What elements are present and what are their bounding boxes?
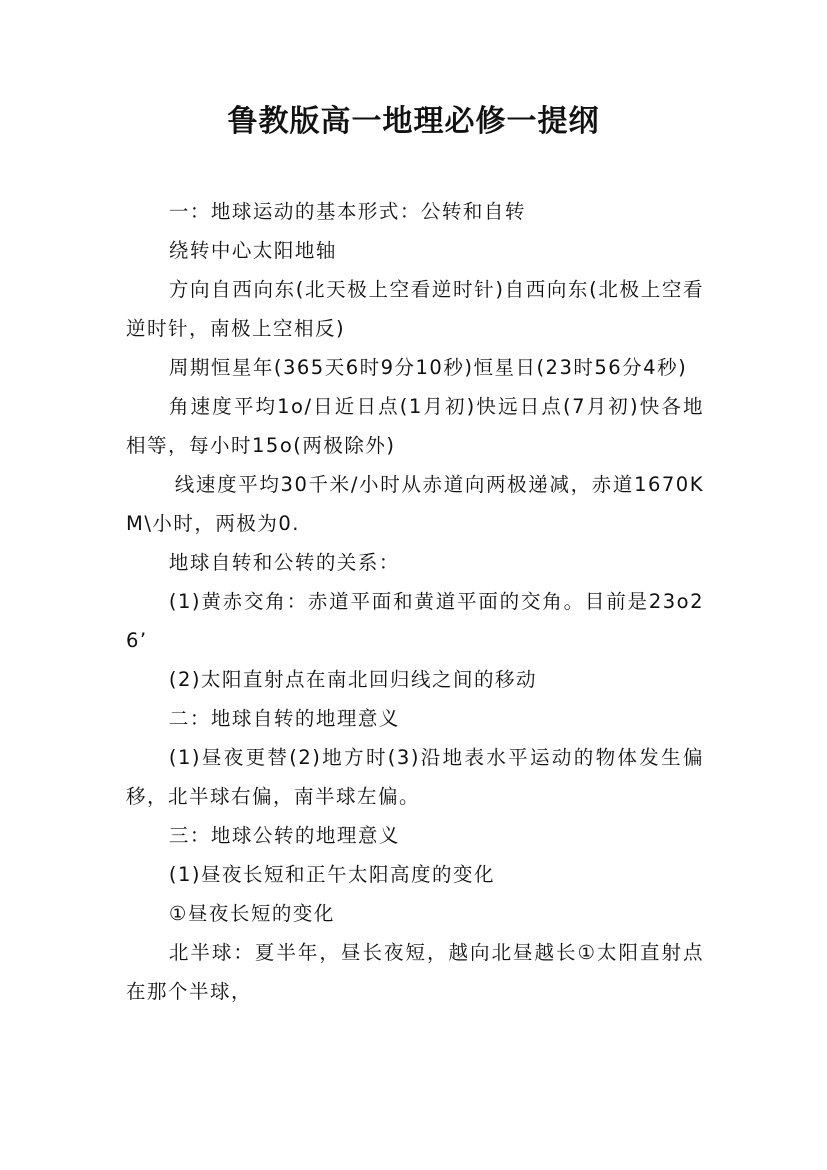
paragraph: (1)昼夜更替(2)地方时(3)沿地表水平运动的物体发生偏移，北半球右偏，南半球左偏。 (126, 746, 704, 808)
paragraph: (1)黄赤交角：赤道平面和黄道平面的交角。目前是23o26’ (126, 590, 704, 652)
paragraph: (2)太阳直射点在南北回归线之间的移动 (168, 668, 538, 691)
paragraph: 三：地球公转的地理意义 (168, 824, 400, 847)
paragraph: 角速度平均1o/日近日点(1月初)快远日点(7月初)快各地相等，每小时15o(两极除外) (126, 395, 704, 457)
paragraph: 方向自西向东(北天极上空看逆时针)自西向东(北极上空看逆时针，南极上空相反) (126, 278, 704, 340)
paragraph: 北半球：夏半年，昼长夜短，越向北昼越长①太阳直射点在那个半球， (126, 941, 704, 1003)
paragraph: (1)昼夜长短和正午太阳高度的变化 (168, 863, 496, 886)
document-title: 鲁教版高一地理必修一提纲 (227, 104, 600, 139)
paragraph: 绕转中心太阳地轴 (168, 239, 337, 262)
paragraph: 周期恒星年(365天6时9分10秒)恒星日(23时56分4秒) (168, 356, 688, 379)
paragraph: 二：地球自转的地理意义 (168, 707, 400, 730)
document-body (126, 192, 704, 1011)
paragraph: 一：地球运动的基本形式：公转和自转 (168, 200, 526, 223)
paragraph: ①昼夜长短的变化 (168, 902, 335, 925)
paragraph: 地球自转和公转的关系： (168, 551, 400, 574)
paragraph: 线速度平均30千米/小时从赤道向两极递减，赤道1670KM\小时，两极为0. (126, 473, 704, 535)
